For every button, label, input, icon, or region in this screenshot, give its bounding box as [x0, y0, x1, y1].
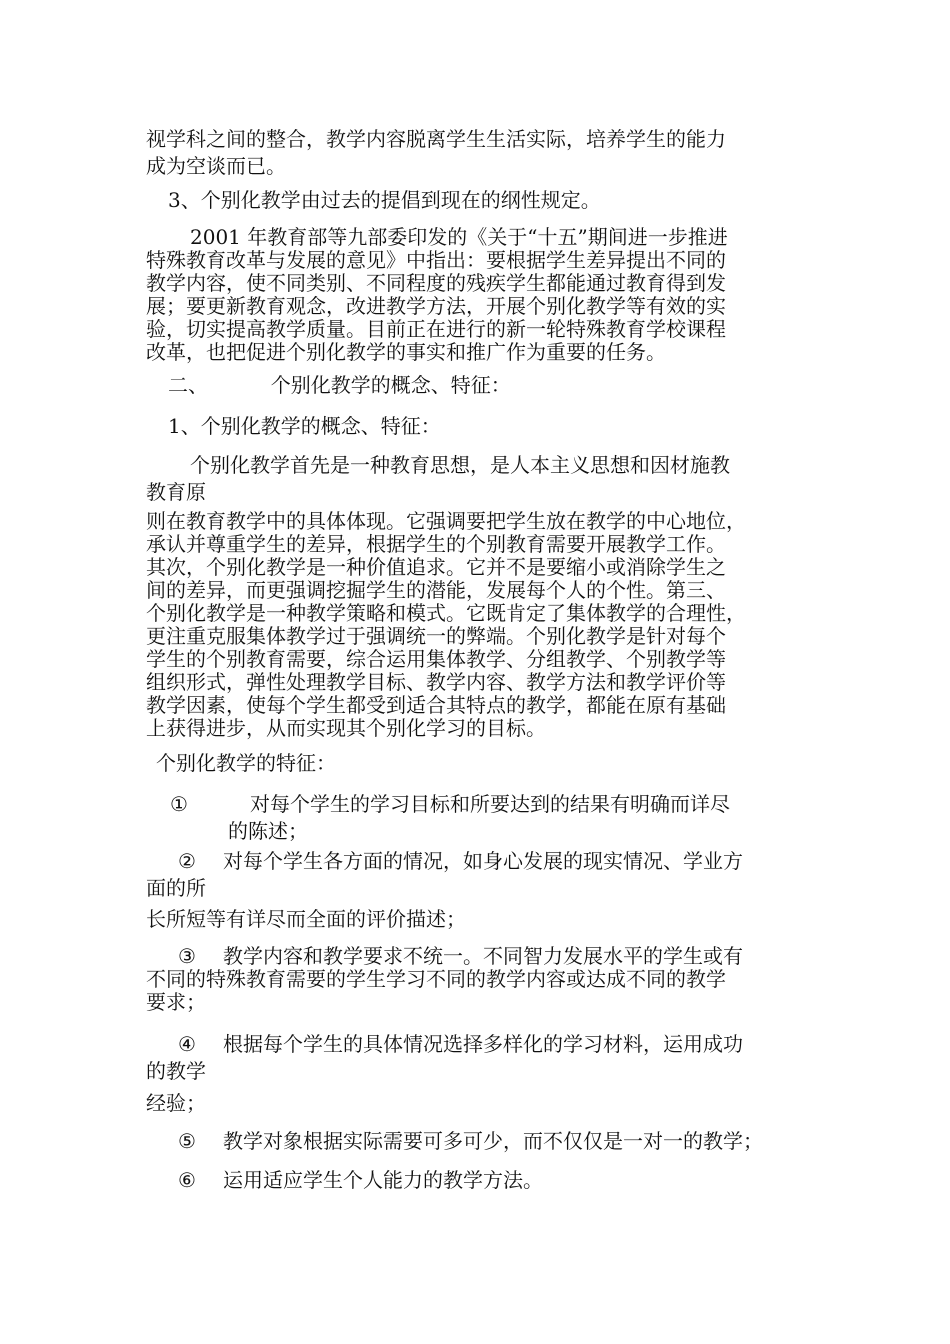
text-line: 教学对象根据实际需要可多可少，而不仅仅是一对一的教学； [223, 1129, 763, 1153]
section-number: 二、 [168, 373, 208, 397]
text-line: 对每个学生各方面的情况，如身心发展的现实情况、学业方 [223, 849, 743, 873]
subheading-1 [146, 413, 830, 440]
text-line: 面的所 [146, 876, 206, 900]
text-line: 上获得进步，从而实现其个别化学习的目标。 [146, 716, 546, 740]
text-line: 组织形式，弹性处理教学目标、教学内容、教学方法和教学评价等 [146, 670, 726, 694]
text-line: 验，切实提高教学质量。目前正在进行的新一轮特殊教育学校课程 [146, 317, 726, 341]
text-line: 则在教育教学中的具体体现。它强调要把学生放在教学的中心地位， [146, 509, 746, 533]
text-line: 展；要更新教育观念，改进教学方法，开展个别化教学等有效的实 [146, 294, 726, 318]
text-line: 更注重克服集体教学过于强调统一的弊端。个别化教学是针对每个 [146, 624, 726, 648]
text-line: 教育原 [146, 480, 206, 504]
text-line: 的教学 [146, 1059, 206, 1083]
section-title: 个别化教学的概念、特征： [270, 373, 511, 397]
text-line: 1、个别化教学的概念、特征： [168, 414, 441, 438]
text-line: 改革，也把促进个别化教学的事实和推广作为重要的任务。 [146, 340, 666, 364]
feature-6 [146, 1167, 808, 1194]
feature-4-continued [146, 1090, 808, 1117]
text-line: 个别化教学首先是一种教育思想，是人本主义思想和因材施教 [190, 453, 730, 477]
item-marker: ④ [178, 1032, 196, 1056]
text-line: 个别化教学是一种教学策略和模式。它既肯定了集体教学的合理性， [146, 601, 746, 625]
text-line: 经验； [146, 1091, 206, 1115]
text-line: 的陈述； [228, 819, 308, 843]
text-line: 视学科之间的整合，教学内容脱离学生生活实际，培养学生的能力 [146, 127, 726, 151]
item-marker: ⑥ [178, 1168, 196, 1192]
text-line: 不同的特殊教育需要的学生学习不同的教学内容或达成不同的教学 [146, 967, 726, 991]
feature-5 [146, 1128, 826, 1155]
feature-4 [146, 1031, 808, 1085]
text-line: 教学内容，使不同类别、不同程度的残疾学生都能通过教育得到发 [146, 271, 726, 295]
feature-2-continued [146, 906, 808, 933]
item-3 [146, 187, 830, 214]
paragraph-concept-a [146, 452, 808, 506]
text-line: 个别化教学的特征： [156, 751, 336, 775]
text-line: 要求； [146, 990, 206, 1014]
text-line: 特殊教育改革与发展的意见》中指出：要根据学生差异提出不同的 [146, 248, 726, 272]
item-marker: ⑤ [178, 1129, 196, 1153]
text-line: 学生的个别教育需要，综合运用集体教学、分组教学、个别教学等 [146, 647, 726, 671]
text-line: 对每个学生的学习目标和所要达到的结果有明确而详尽 [250, 792, 730, 816]
text-line: 成为空谈而已。 [146, 154, 286, 178]
text-line: 3、个别化教学由过去的提倡到现在的纲性规定。 [168, 188, 601, 212]
paragraph-2001 [146, 226, 808, 364]
text-line: 根据每个学生的具体情况选择多样化的学习材料，运用成功 [223, 1032, 743, 1056]
item-marker: ① [170, 792, 188, 816]
text-line: 承认并尊重学生的差异，根据学生的个别教育需要开展教学工作。 [146, 532, 726, 556]
feature-3 [146, 945, 808, 1014]
text-line: 教学内容和教学要求不统一。不同智力发展水平的学生或有 [223, 944, 743, 968]
item-marker: ② [178, 849, 196, 873]
feature-1 [170, 791, 810, 845]
text-line: 其次，个别化教学是一种价值追求。它并不是要缩小或消除学生之 [146, 555, 726, 579]
paragraph-intro [146, 126, 808, 180]
text-line: 2001 年教育部等九部委印发的《关于“十五”期间进一步推进 [190, 225, 728, 249]
text-line: 长所短等有详尽而全面的评价描述； [146, 907, 466, 931]
item-marker: ③ [178, 944, 196, 968]
features-heading [146, 750, 818, 777]
text-line: 运用适应学生个人能力的教学方法。 [223, 1168, 543, 1192]
paragraph-concept-b [146, 510, 808, 740]
text-line: 间的差异，而更强调挖掘学生的潜能，发展每个人的个性。第三、 [146, 578, 726, 602]
text-line: 教学因素，使每个学生都受到适合其特点的教学，都能在原有基础 [146, 693, 726, 717]
feature-2 [146, 848, 808, 902]
section-2-heading [146, 372, 830, 399]
